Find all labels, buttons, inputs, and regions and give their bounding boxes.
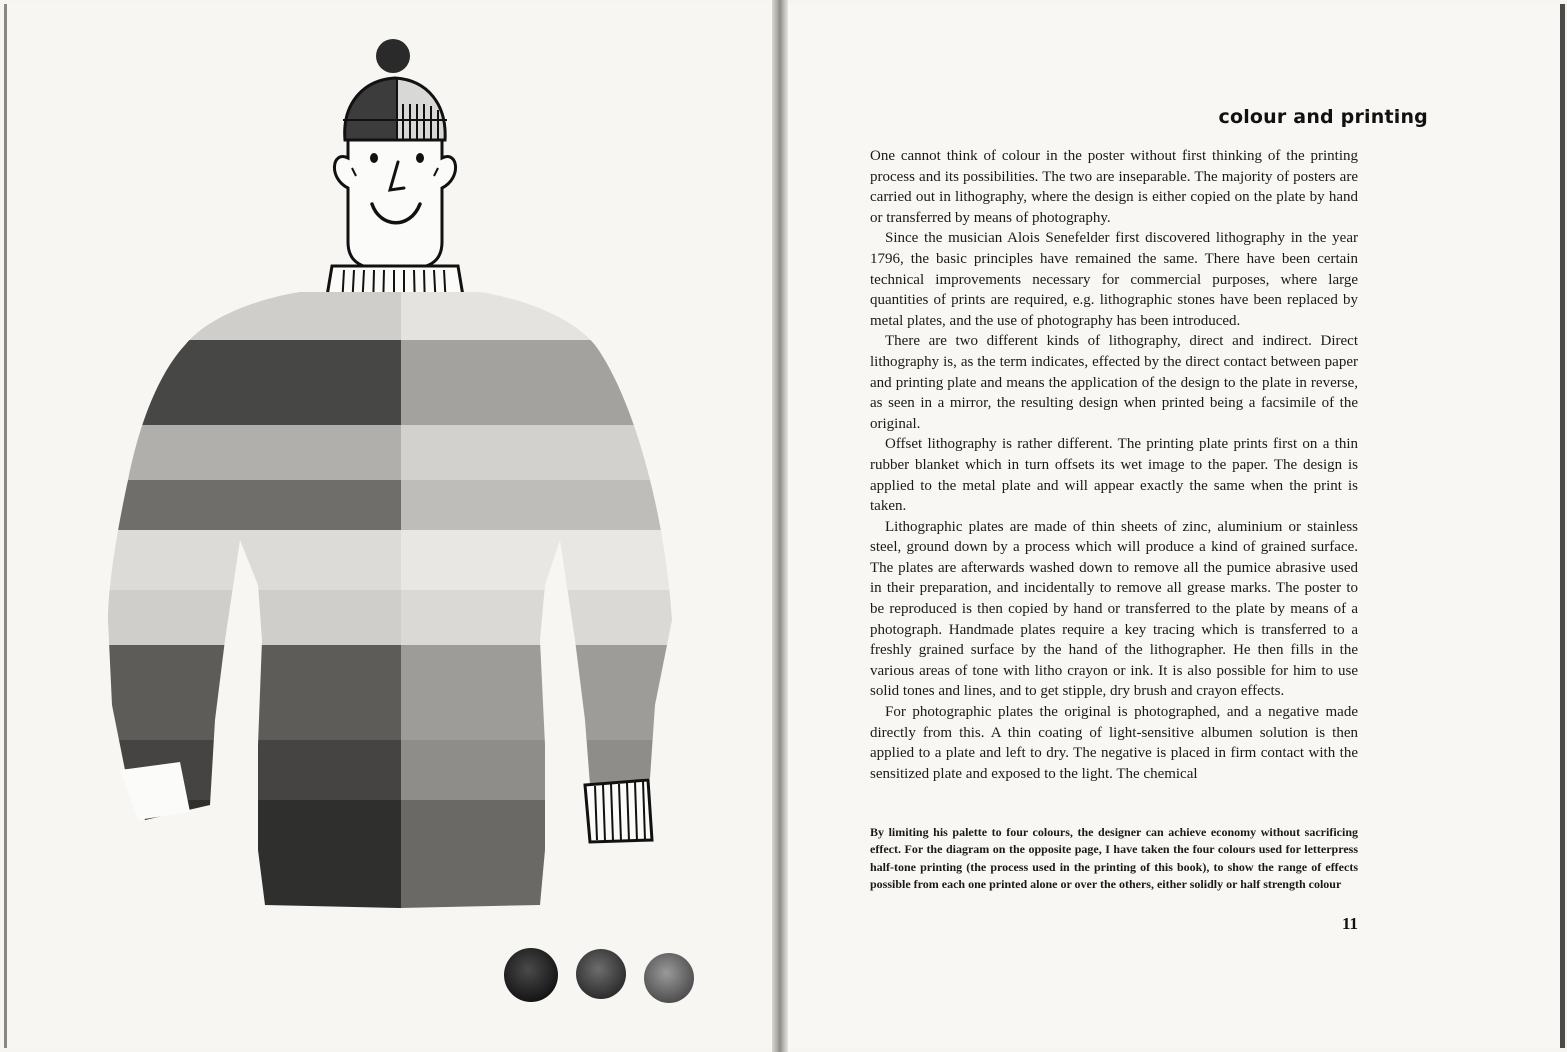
swatch-mid-grey xyxy=(644,953,694,1003)
hat xyxy=(343,78,447,140)
paragraph: Since the musician Alois Senefelder first discovered lithography in the year 1796, the basic principles have remained the same. There have been certain technical improvements necessary for commercial purposes, where large quantities of prints are required, e.g. lithographic stones have been replaced by metal plates, and the use of photography has been introduced. xyxy=(870,230,1358,329)
figure-caption: By limiting his palette to four colours, the designer can achieve economy without sacrificing effect. For the diagram on the opposite page, I have taken the four colours used for letterpress half-tone printing (the process used in the printing of this book), to show the range of effects possible from each one printed alone or over the others, either solidly or half strength colour xyxy=(870,825,1358,892)
pom-pom xyxy=(376,39,410,73)
swatch-black xyxy=(504,948,558,1002)
swatch-dark-grey xyxy=(576,949,626,999)
cuff-left xyxy=(120,762,190,820)
page-number: 11 xyxy=(1341,914,1358,933)
paragraph: Offset lithography is rather different. The printing plate prints first on a thin rubber blanket which in turn offsets its wet image to the paper. The design is applied to the metal plate and will appear exactly the same when the print is taken. xyxy=(870,436,1358,515)
paragraph: One cannot think of colour in the poster without first thinking of the printing process and its possibilities. The two are inseparable. The majority of posters are carried out in lithography, where the design is either copied on the plate by hand or transferred by means of photography. xyxy=(870,148,1358,226)
cuff-right xyxy=(585,780,652,842)
section-heading: colour and printing xyxy=(1218,106,1428,128)
paragraph: Lithographic plates are made of thin sheets of zinc, aluminium or stainless steel, ground down by a process which will produce a kind of grained surface. The plates are afterwards washed down to remove all the pumice abrasive used in their preparation, and incidentally to remove all grease marks. The poster to be reproduced is then copied by hand or transferred to the plate by means of a photograph. Handmade plates require a key tracing which is transferred to a freshly grained surface by the hand of the lithographer. He then fills in the various areas of tone with litho crayon or ink. It is also possible for him to use solid tones and lines, and to get stipple, dry brush and crayon effects. xyxy=(870,518,1358,700)
face xyxy=(334,140,455,270)
paragraph: For photographic plates the original is photographed, and a negative made directly from this. A thin coating of light-sensitive albumen solution is then applied to a plate and left to dry. The negative is placed in firm contact with the sensitized plate and exposed to the light. The chemical xyxy=(870,704,1358,782)
sweater xyxy=(0,280,775,910)
body-text xyxy=(870,146,1358,784)
paragraph: There are two different kinds of lithography, direct and indirect. Direct lithography is, as the term indicates, effected by the direct contact between paper and printing plate and means the application of the design to the plate in reverse, as seen in a mirror, the resulting design when printed being a facsimile of the original. xyxy=(870,333,1358,432)
striped-sweater-man-illustration xyxy=(0,0,775,1052)
